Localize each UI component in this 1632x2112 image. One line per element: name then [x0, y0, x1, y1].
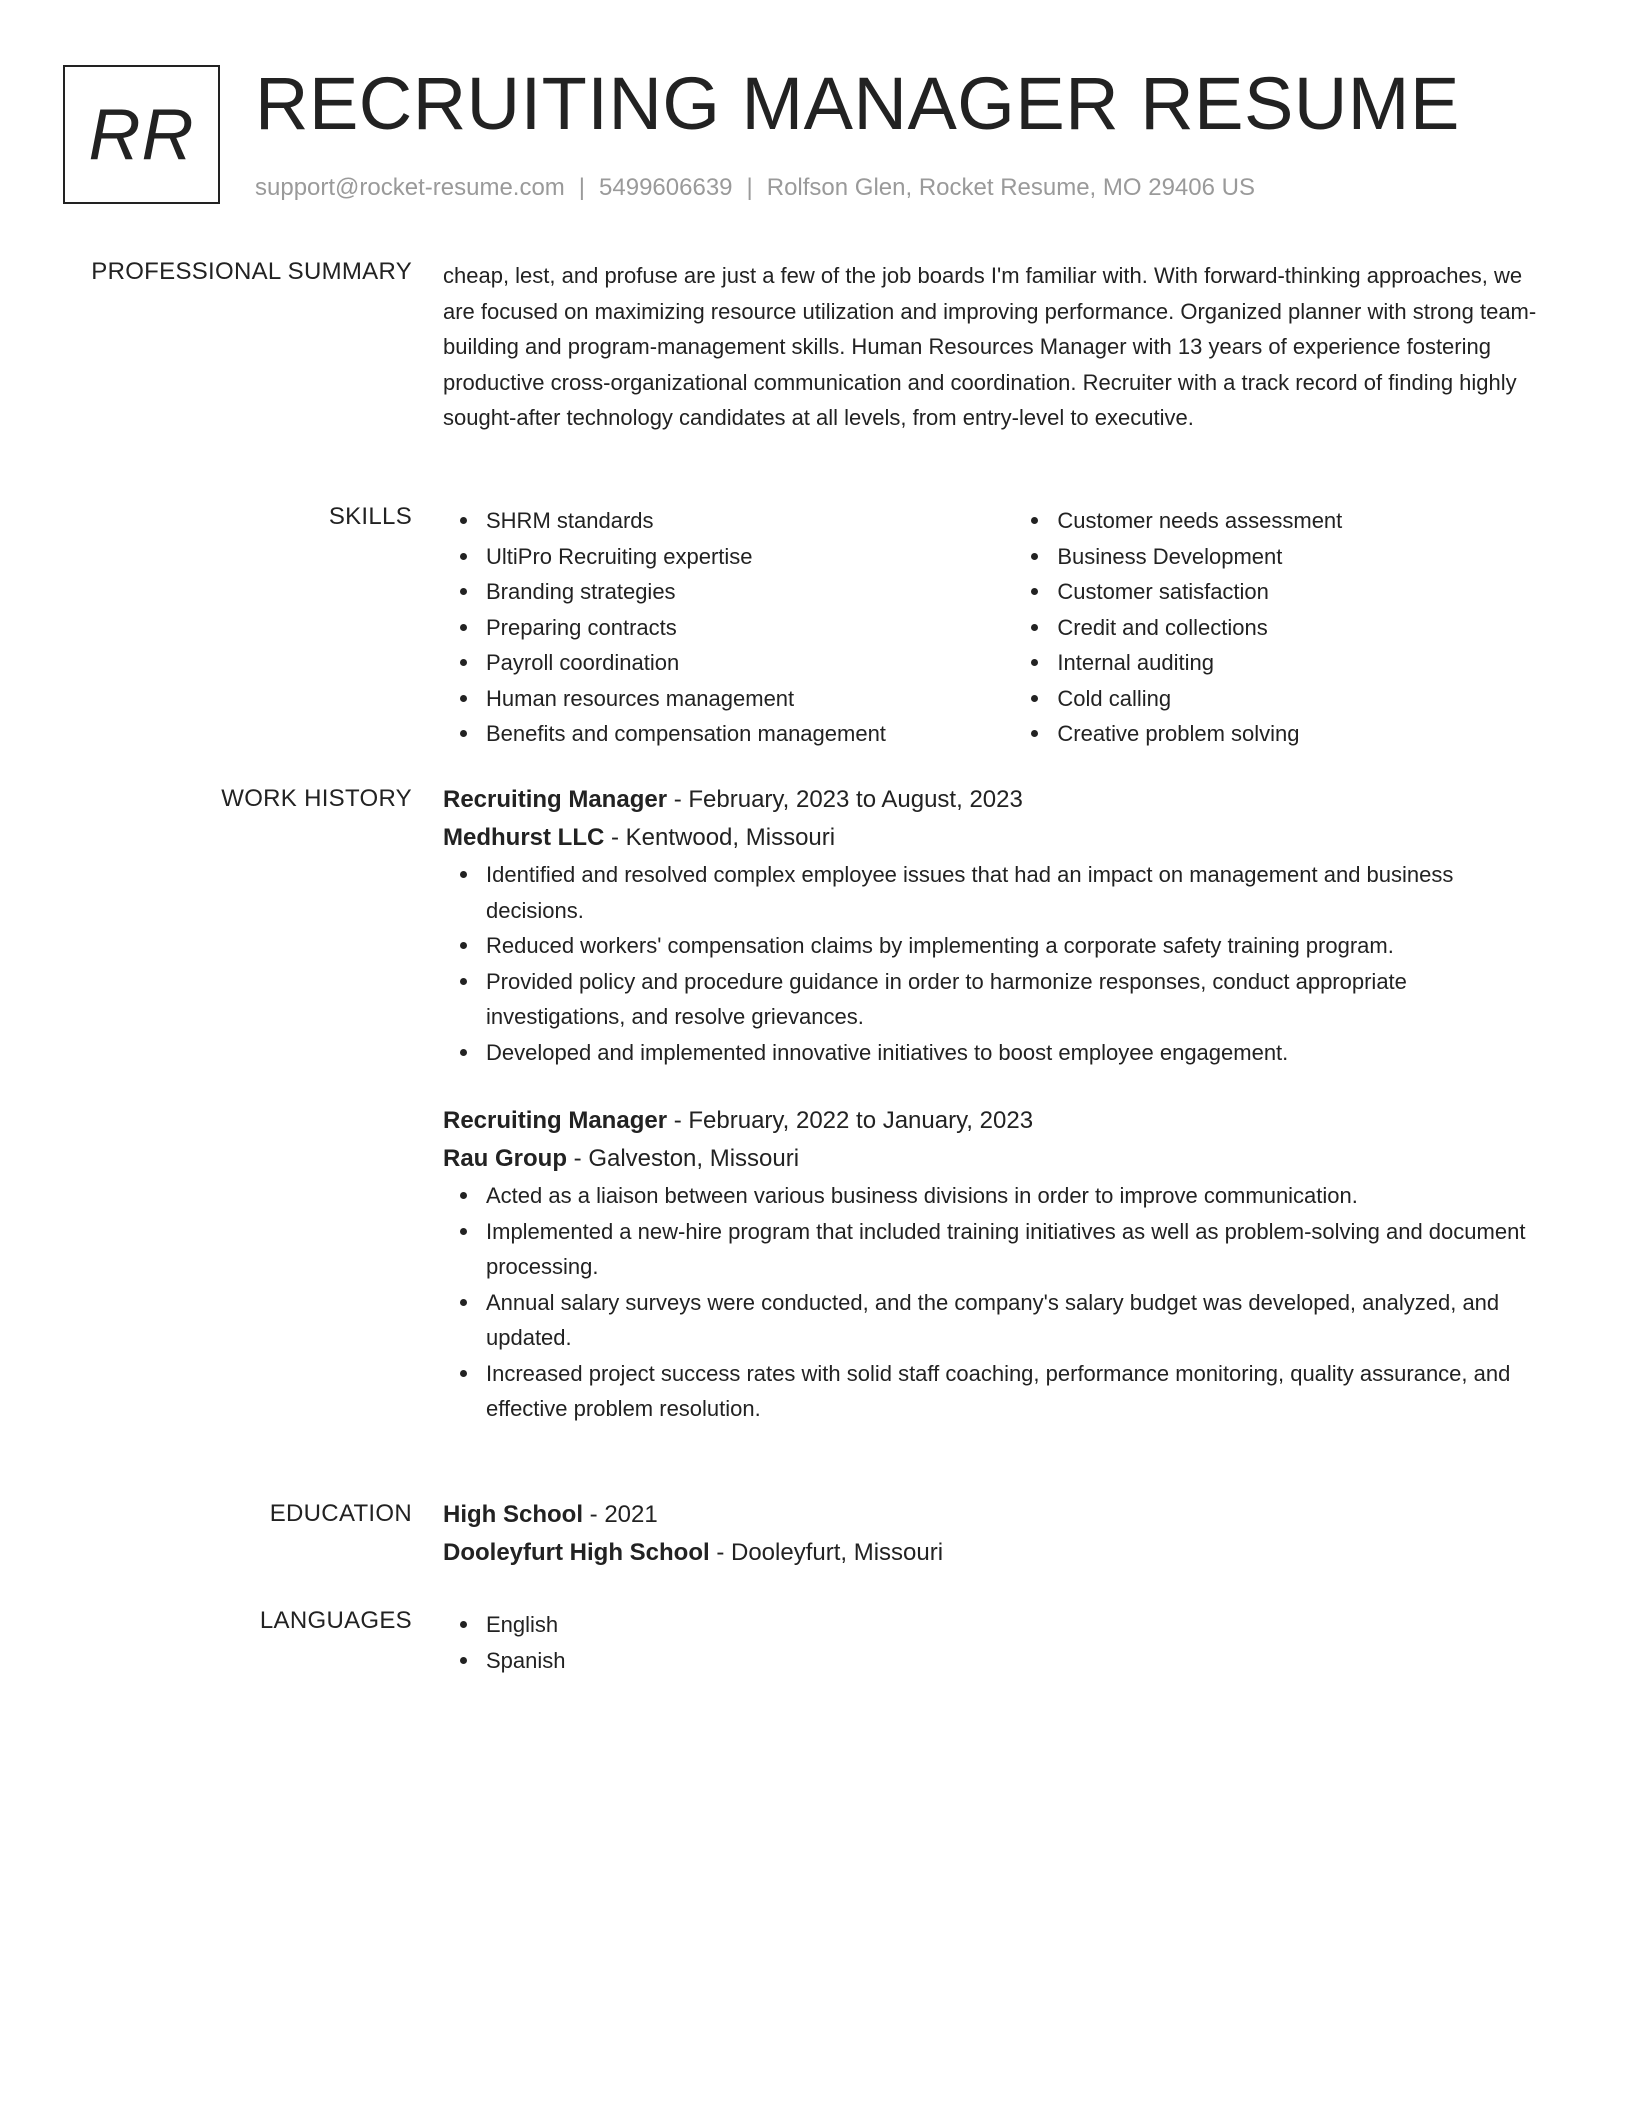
work-history-body: [443, 781, 1543, 1427]
skill-item: Preparing contracts: [486, 610, 1014, 646]
skill-item: Benefits and compensation management: [486, 716, 1014, 752]
job-duties-list: [443, 857, 1543, 1070]
education-school-line: [443, 1534, 1543, 1572]
contact-address: Rolfson Glen, Rocket Resume, MO 29406 US: [766, 174, 1255, 201]
job-company: Medhurst LLC: [443, 824, 605, 851]
job-location: - Galveston, Missouri: [567, 1145, 800, 1172]
education-degree: High School: [443, 1501, 583, 1528]
skill-item: Customer satisfaction: [1057, 574, 1543, 610]
resume-header: [63, 62, 1563, 215]
job-title: Recruiting Manager: [443, 1107, 668, 1134]
skills-list-right: [1014, 503, 1543, 752]
job-title: Recruiting Manager: [443, 786, 668, 813]
section-label: LANGUAGES: [259, 1607, 412, 1634]
skills-columns: [443, 503, 1543, 752]
skill-item: Credit and collections: [1057, 610, 1543, 646]
education-location: - Dooleyfurt, Missouri: [709, 1539, 944, 1566]
education-school: Dooleyfurt High School: [443, 1539, 710, 1566]
job-duty: Implemented a new-hire program that included training initiatives as well as problem-solving and document processing.: [486, 1214, 1543, 1285]
job-location: - Kentwood, Missouri: [604, 824, 836, 851]
skill-item: SHRM standards: [486, 503, 1014, 539]
skill-item: Creative problem solving: [1057, 716, 1543, 752]
job-duty: Identified and resolved complex employee issues that had an impact on management and business decisions.: [486, 857, 1543, 928]
skill-item: Internal auditing: [1057, 645, 1543, 681]
section-label: PROFESSIONAL SUMMARY: [91, 258, 412, 285]
skill-item: Business Development: [1057, 539, 1543, 575]
section-label: WORK HISTORY: [221, 785, 412, 812]
language-item: English: [486, 1607, 1543, 1643]
education-body: [443, 1496, 1543, 1572]
skill-item: Cold calling: [1057, 681, 1543, 717]
education-degree-line: [443, 1496, 1543, 1534]
contact-phone: 5499606639: [599, 174, 733, 201]
job-company-line: [443, 819, 1543, 857]
job-entry: [443, 781, 1543, 1070]
contact-separator: |: [746, 174, 753, 201]
skill-item: Payroll coordination: [486, 645, 1014, 681]
job-duty: Developed and implemented innovative initiatives to boost employee engagement.: [486, 1035, 1543, 1071]
monogram-logo: RR: [63, 65, 220, 204]
contact-line: [255, 174, 1255, 202]
education-year: - 2021: [583, 1501, 658, 1528]
resume-title: RECRUITING MANAGER RESUME: [255, 62, 1460, 145]
languages-list: [443, 1607, 1543, 1678]
job-dates: - February, 2022 to January, 2023: [667, 1107, 1034, 1134]
job-company-line: [443, 1140, 1543, 1178]
contact-separator: |: [578, 174, 586, 201]
skill-item: Customer needs assessment: [1057, 503, 1543, 539]
summary-body: [443, 258, 1551, 436]
skills-body: [443, 503, 1543, 752]
skills-list-left: [443, 503, 1014, 752]
skill-item: Human resources management: [486, 681, 1014, 717]
job-title-line: [443, 781, 1543, 819]
contact-email: support@rocket-resume.com: [255, 174, 565, 201]
languages-body: [443, 1607, 1543, 1678]
language-item: Spanish: [486, 1643, 1543, 1679]
job-duty: Provided policy and procedure guidance in order to harmonize responses, conduct appropriate investigations, and resolve grievances.: [486, 964, 1543, 1035]
job-duty: Reduced workers' compensation claims by implementing a corporate safety training program.: [486, 928, 1543, 964]
job-entry: [443, 1102, 1543, 1427]
job-duties-list: [443, 1178, 1543, 1427]
section-label: EDUCATION: [269, 1500, 412, 1527]
skill-item: Branding strategies: [486, 574, 1014, 610]
job-title-line: [443, 1102, 1543, 1140]
job-duty: Acted as a liaison between various business divisions in order to improve communication.: [486, 1178, 1543, 1214]
skill-item: UltiPro Recruiting expertise: [486, 539, 1014, 575]
job-dates: - February, 2023 to August, 2023: [667, 786, 1023, 813]
job-duty: Increased project success rates with solid staff coaching, performance monitoring, quality assurance, and effective problem resolution.: [486, 1356, 1543, 1427]
section-label: SKILLS: [328, 503, 412, 530]
summary-text: cheap, lest, and profuse are just a few of the job boards I'm familiar with. With forward-thinking approaches, we are focused on maximizing resource utilization and improving performance. Organized planner with strong team-building and program-management skills. Human Resources Manager with 13 years of experience fostering productive cross-organizational communication and coordination. Recruiter with a track record of finding highly sought-after technology candidates at all levels, from entry-level to executive.: [443, 263, 1537, 430]
job-company: Rau Group: [443, 1145, 567, 1172]
job-duty: Annual salary surveys were conducted, and the company's salary budget was developed, analyzed, and updated.: [486, 1285, 1543, 1356]
